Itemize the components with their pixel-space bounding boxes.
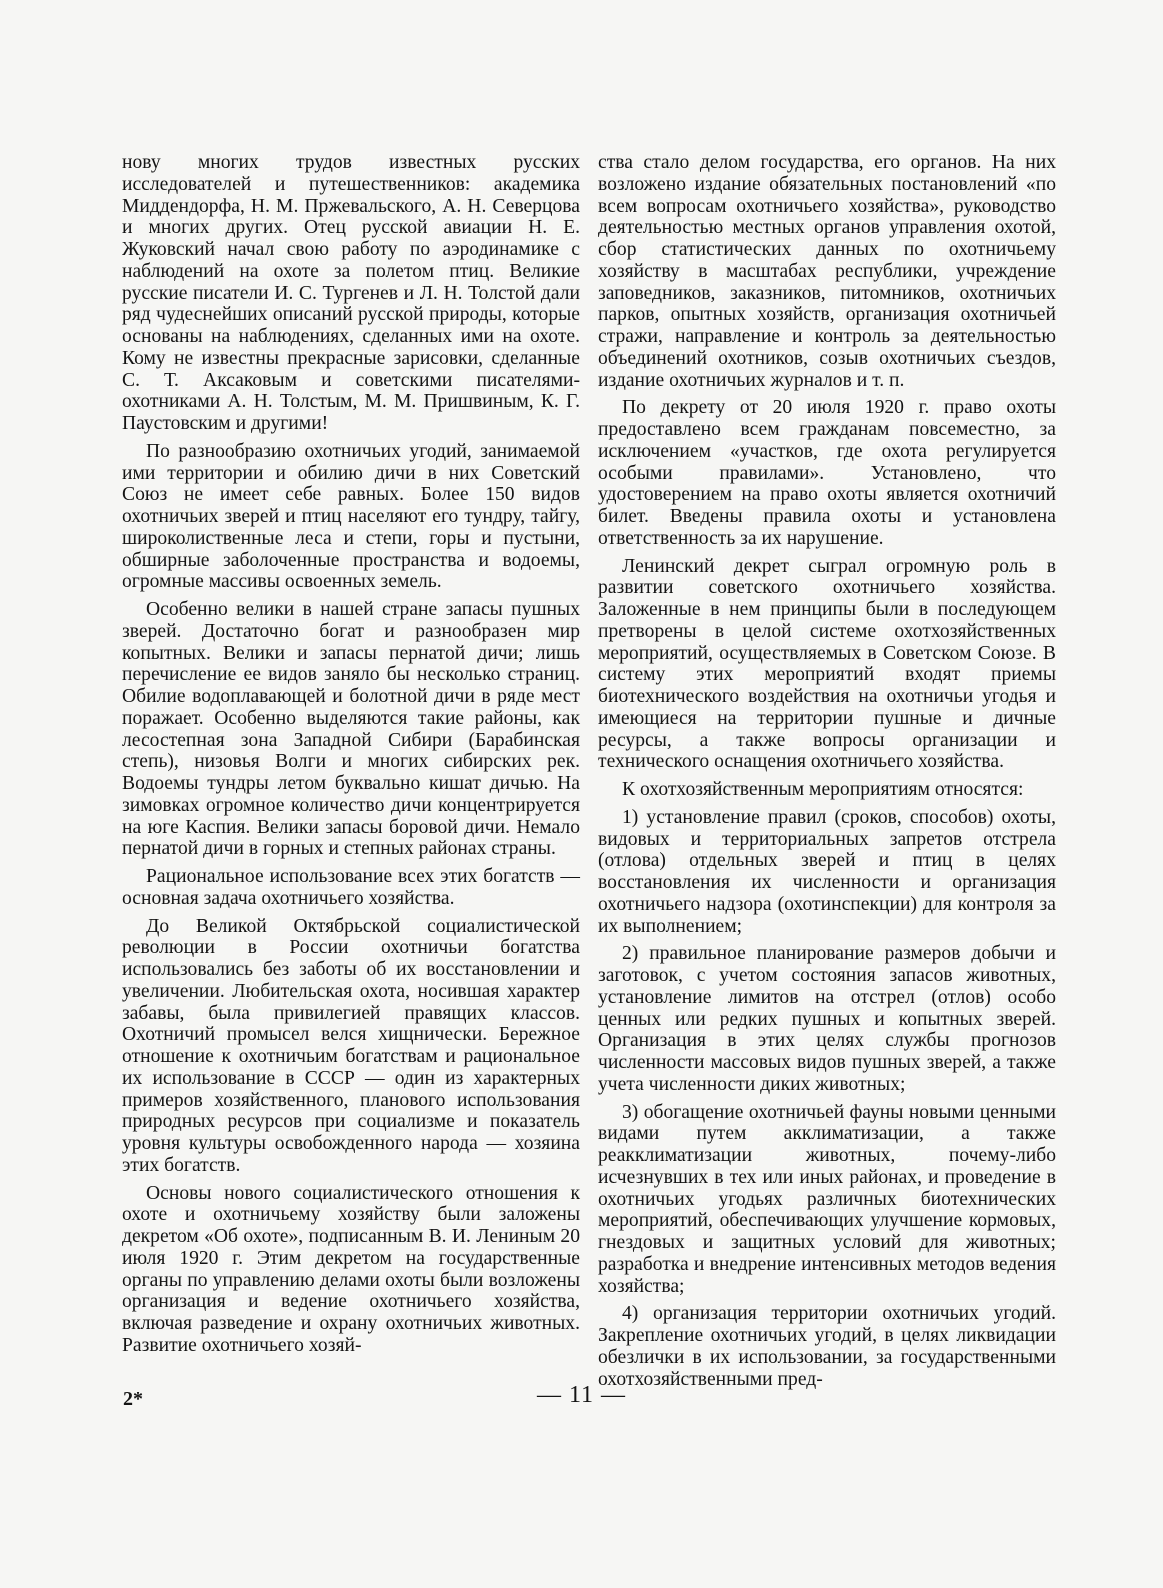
right-column — [598, 152, 1056, 1396]
left-column — [122, 152, 580, 1363]
paragraph: ства стало делом государства, его органов. На них возложено издание обязательных постановлений «по всем вопросам охотничьего хозяйства», руководство деятельностью местных органов управления охотой, сбор статистических данных по охотничьему хозяйству в масштабах республики, учреждение заповедников, заказников, питомников, охотничьих парков, опытных хозяйств, организация охотничьей стражи, направление и контроль за деятельностью объединений охотников, созыв охотничьих съездов, издание охотничьих журналов и т. п. — [598, 152, 1056, 391]
paragraph: Особенно велики в нашей стране запасы пушных зверей. Достаточно богат и разнообразен мир копытных. Велики и запасы пернатой дичи; лишь перечисление ее видов заняло бы несколько страниц. Обилие водоплавающей и болотной дичи в ряде мест поражает. Особенно выделяются такие районы, как лесостепная зона Западной Сибири (Барабинская степь), низовья Волги и многих сибирских рек. Водоемы тундры летом буквально кишат дичью. На зимовках огромное количество дичи концентрируется на юге Каспия. Велики запасы боровой дичи. Немало пернатой дичи в горных и степных районах страны. — [122, 599, 580, 860]
paragraph: Основы нового социалистического отношения к охоте и охотничьему хозяйству были заложены декретом «Об охоте», подписанным В. И. Лениным 20 июля 1920 г. Этим декретом на государственные органы по управлению делами охоты были возложены организация и ведение охотничьего хозяйства, включая разведение и охрану охотничьих животных. Развитие охотничьего хозяй- — [122, 1182, 580, 1356]
paragraph: По разнообразию охотничьих угодий, занимаемой ими территории и обилию дичи в них Советский Союз не имеет себе равных. Более 150 видов охотничьих зверей и птиц населяют его тундру, тайгу, широколиственные леса и степи, горы и пустыни, обширные заболоченные пространства и водоемы, огромные массивы освоенных земель. — [122, 440, 580, 593]
paragraph: Ленинский декрет сыграл огромную роль в развитии советского охотничьего хозяйства. Заложенные в нем принципы были в последующем претворены в целой системе охотхозяйственных мероприятий, осуществляемых в Советском Союзе. В систему этих мероприятий входят приемы биотехнического воздействия на охотничьи угодья и имеющиеся на территории пушные и дичные ресурсы, а также вопросы организации и технического оснащения охотничьего хозяйства. — [598, 555, 1056, 773]
paragraph: По декрету от 20 июля 1920 г. право охоты предоставлено всем гражданам повсеместно, за исключением «участков, где охота регулируется особыми правилами». Установлено, что удостоверением на право охоты является охотничий билет. Введены правила охоты и установлена ответственность за их нарушение. — [598, 397, 1056, 549]
paragraph: До Великой Октябрьской социалистической революции в России охотничьи богатства использовались без заботы об их восстановлении и увеличении. Любительская охота, носившая характер забавы, была привилегией правящих классов. Охотничий промысел велся хищнически. Бережное отношение к охотничьим богатствам и рациональное их использование в СССР — один из характерных примеров хозяйственного, планового использования природных ресурсов при социализме и показатель уровня культуры освобожденного народа — хозяина этих богатств. — [122, 915, 580, 1176]
list-item: 4) организация территории охотничьих угодий. Закрепление охотничьих угодий, в целях ликвидации обезлички в их использовании, за государственными охотхозяйственными пред- — [598, 1303, 1056, 1390]
list-item: 3) обогащение охотничьей фауны новыми ценными видами путем акклиматизации, а также реакклиматизации животных, почему-либо исчезнувших в тех или иных районах, и проведение в охотничьих угодьях различных биотехнических мероприятий, обеспечивающих улучшение кормовых, гнездовых и защитных условий для животных; разработка и внедрение интенсивных методов ведения хозяйства; — [598, 1101, 1056, 1297]
page-number: — 11 — — [536, 1382, 627, 1408]
paragraph: нову многих трудов известных русских исследователей и путешественников: академика Миддендорфа, Н. М. Пржевальского, А. Н. Северцова и многих других. Отец русской авиации Н. Е. Жуковский начал свою работу по аэродинамике с наблюдений на охоте за полетом птиц. Великие русские писатели И. С. Тургенев и Л. Н. Толстой дали ряд чудеснейших описаний русской природы, которые основаны на наблюдениях, сделанных ими на охоте. Кому не известны прекрасные зарисовки, сделанные С. Т. Аксаковым и советскими писателями-охотниками А. Н. Толстым, М. М. Пришвиным, К. Г. Паустовским и другими! — [122, 152, 580, 434]
paragraph: К охотхозяйственным мероприятиям относятся: — [622, 779, 1024, 800]
paragraph: Рациональное использование всех этих богатств — основная задача охотничьего хозяйства. — [122, 866, 580, 909]
list-item: 1) установление правил (сроков, способов) охоты, видовых и территориальных запретов отстрела (отлова) отдельных зверей и птиц в целях восстановления их численности и организация охотничьего надзора (охотинспекции) для контроля за их выполнением; — [598, 806, 1056, 937]
printer-signature: 2* — [123, 1388, 143, 1410]
list-item: 2) правильное планирование размеров добычи и заготовок, с учетом состояния запасов животных, установление лимитов на отстрел (отлов) особо ценных или редких пушных и копытных зверей. Организация в этих целях службы прогнозов численности массовых видов пушных зверей, а также учета численности диких животных; — [598, 943, 1056, 1095]
